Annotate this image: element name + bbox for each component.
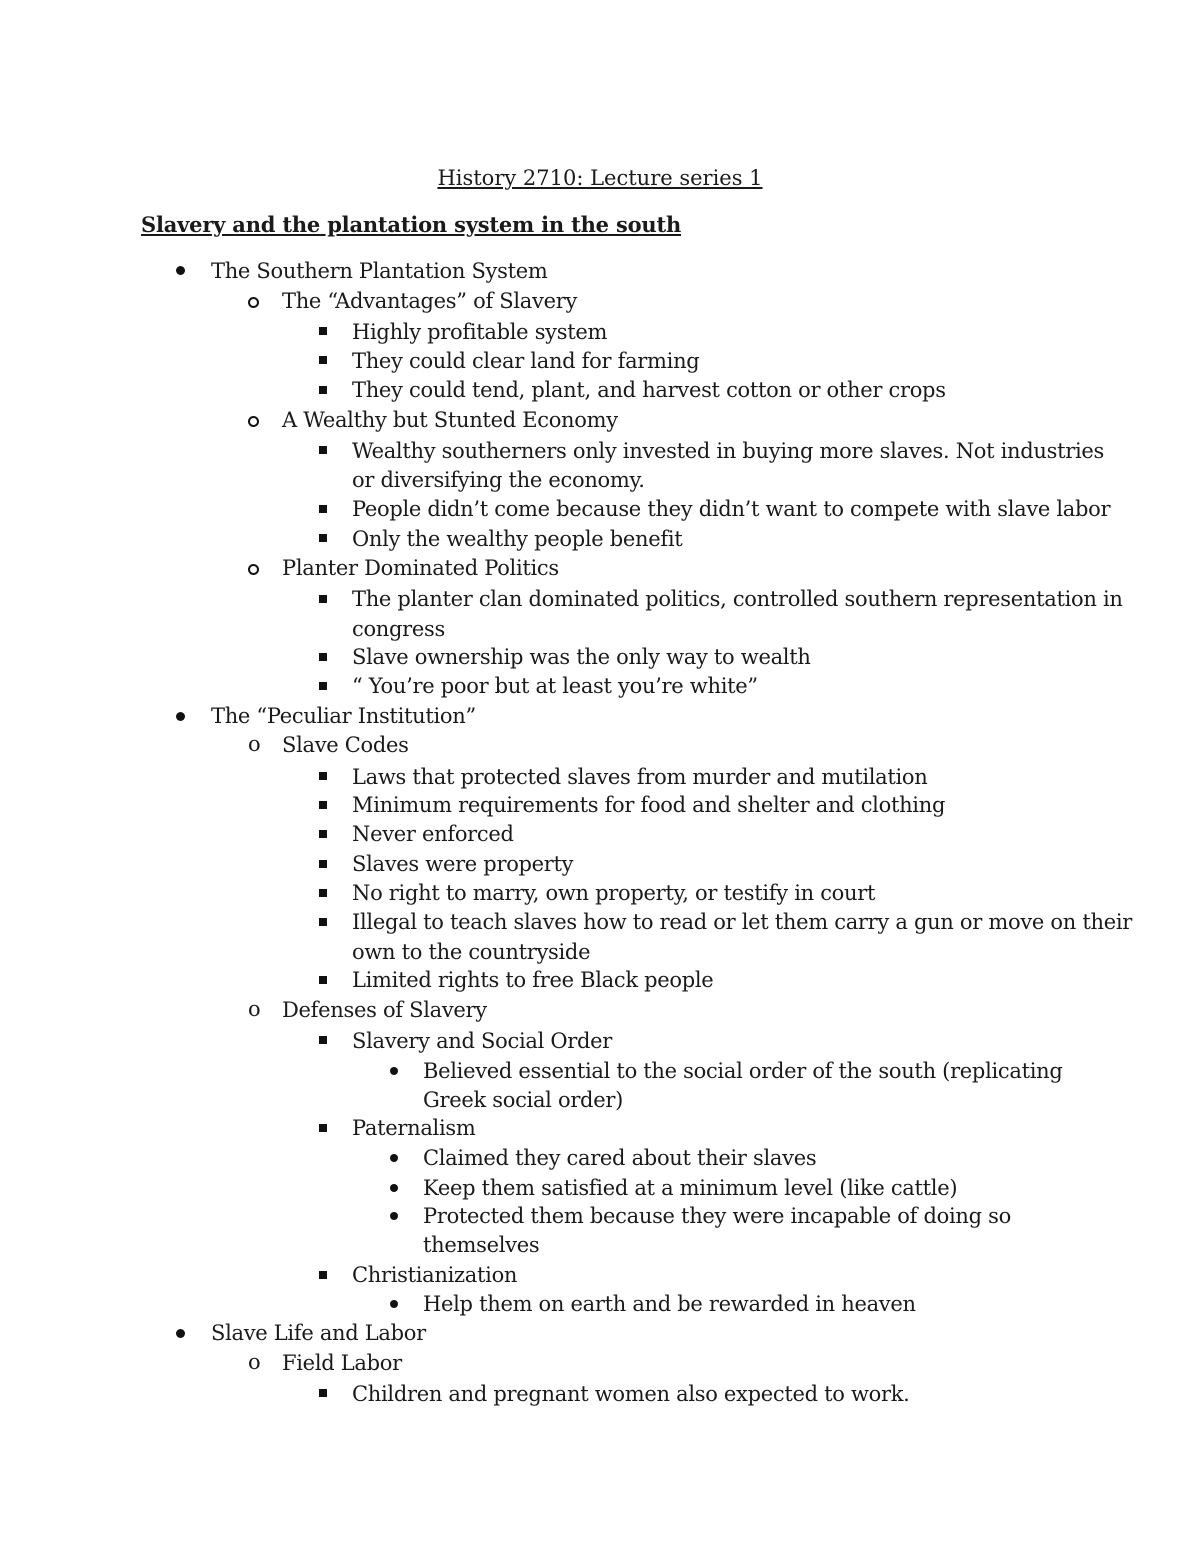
bullet-circle-icon: [248, 297, 259, 308]
list-item: Keep them satisfied at a minimum level (like cattle): [423, 1176, 958, 1200]
bullet-square-icon: [319, 327, 327, 335]
bullet-disc-icon: [176, 1329, 185, 1338]
list-item: Never enforced: [352, 822, 514, 846]
list-item-continuation: themselves: [423, 1233, 540, 1257]
list-item: Christianization: [352, 1263, 518, 1287]
bullet-square-icon: [319, 801, 327, 809]
bullet-dot-icon: [390, 1154, 398, 1162]
list-item: Field Labor: [282, 1351, 402, 1375]
bullet-square-icon: [319, 772, 327, 780]
bullet-square-icon: [319, 682, 327, 690]
list-item: “ You’re poor but at least you’re white”: [352, 674, 758, 698]
list-item: They could clear land for farming: [352, 349, 700, 373]
bullet-square-icon: [319, 860, 327, 868]
list-item: They could tend, plant, and harvest cotton or other crops: [352, 378, 946, 402]
bullet-square-icon: [319, 889, 327, 897]
list-item: Paternalism: [352, 1116, 476, 1140]
bullet-disc-icon: [176, 712, 185, 721]
list-item: Wealthy southerners only invested in buying more slaves. Not industries: [352, 439, 1105, 463]
list-item: Illegal to teach slaves how to read or let them carry a gun or move on their: [352, 910, 1132, 934]
list-item: Children and pregnant women also expected to work.: [352, 1382, 910, 1406]
list-item: Minimum requirements for food and shelter and clothing: [352, 793, 946, 817]
bullet-square-icon: [319, 1271, 327, 1279]
list-item: No right to marry, own property, or testify in court: [352, 881, 876, 905]
bullet-square-icon: [319, 653, 327, 661]
list-item: The “Advantages” of Slavery: [282, 289, 578, 313]
bullet-square-icon: [319, 1389, 327, 1397]
list-item: Only the wealthy people benefit: [352, 527, 683, 551]
list-item-continuation: congress: [352, 617, 445, 641]
bullet-dot-icon: [390, 1184, 398, 1192]
bullet-dot-icon: [390, 1212, 398, 1220]
bullet-square-icon: [319, 976, 327, 984]
bullet-dot-icon: [390, 1067, 398, 1075]
bullet-circle-icon: [248, 416, 259, 427]
bullet-square-icon: [319, 386, 327, 394]
bullet-disc-icon: [176, 266, 185, 275]
bullet-square-icon: [319, 446, 327, 454]
list-item: Laws that protected slaves from murder and mutilation: [352, 765, 928, 789]
section-heading: Slavery and the plantation system in the south: [141, 212, 682, 237]
bullet-circle-icon: o: [248, 732, 261, 756]
list-item: Slave ownership was the only way to wealth: [352, 645, 811, 669]
list-item-continuation: or diversifying the economy.: [352, 468, 645, 492]
list-item: The Southern Plantation System: [211, 259, 548, 283]
list-item: Slaves were property: [352, 852, 574, 876]
list-item: Defenses of Slavery: [282, 998, 487, 1022]
list-item: Claimed they cared about their slaves: [423, 1146, 817, 1170]
bullet-circle-icon: o: [248, 1350, 261, 1374]
list-item: Planter Dominated Politics: [282, 556, 559, 580]
bullet-square-icon: [319, 918, 327, 926]
list-item: The “Peculiar Institution”: [211, 704, 476, 728]
list-item: Slavery and Social Order: [352, 1029, 613, 1053]
bullet-circle-icon: [248, 564, 259, 575]
list-item: People didn’t come because they didn’t want to compete with slave labor: [352, 497, 1111, 521]
document-title: History 2710: Lecture series 1: [437, 166, 763, 190]
bullet-square-icon: [319, 505, 327, 513]
list-item: Protected them because they were incapable of doing so: [423, 1204, 1011, 1228]
list-item: Limited rights to free Black people: [352, 968, 714, 992]
bullet-square-icon: [319, 1124, 327, 1132]
bullet-square-icon: [319, 1036, 327, 1044]
list-item: The planter clan dominated politics, controlled southern representation in: [352, 587, 1123, 611]
bullet-square-icon: [319, 356, 327, 364]
bullet-circle-icon: o: [248, 997, 261, 1021]
list-item-continuation: Greek social order): [423, 1088, 623, 1112]
bullet-square-icon: [319, 830, 327, 838]
bullet-square-icon: [319, 534, 327, 542]
list-item: Help them on earth and be rewarded in heaven: [423, 1292, 916, 1316]
list-item: Slave Codes: [282, 733, 409, 757]
bullet-square-icon: [319, 595, 327, 603]
list-item: Highly profitable system: [352, 320, 608, 344]
list-item: Slave Life and Labor: [211, 1321, 426, 1345]
bullet-dot-icon: [390, 1300, 398, 1308]
list-item: Believed essential to the social order of the south (replicating: [423, 1059, 1063, 1083]
list-item: A Wealthy but Stunted Economy: [282, 408, 618, 432]
list-item-continuation: own to the countryside: [352, 940, 591, 964]
